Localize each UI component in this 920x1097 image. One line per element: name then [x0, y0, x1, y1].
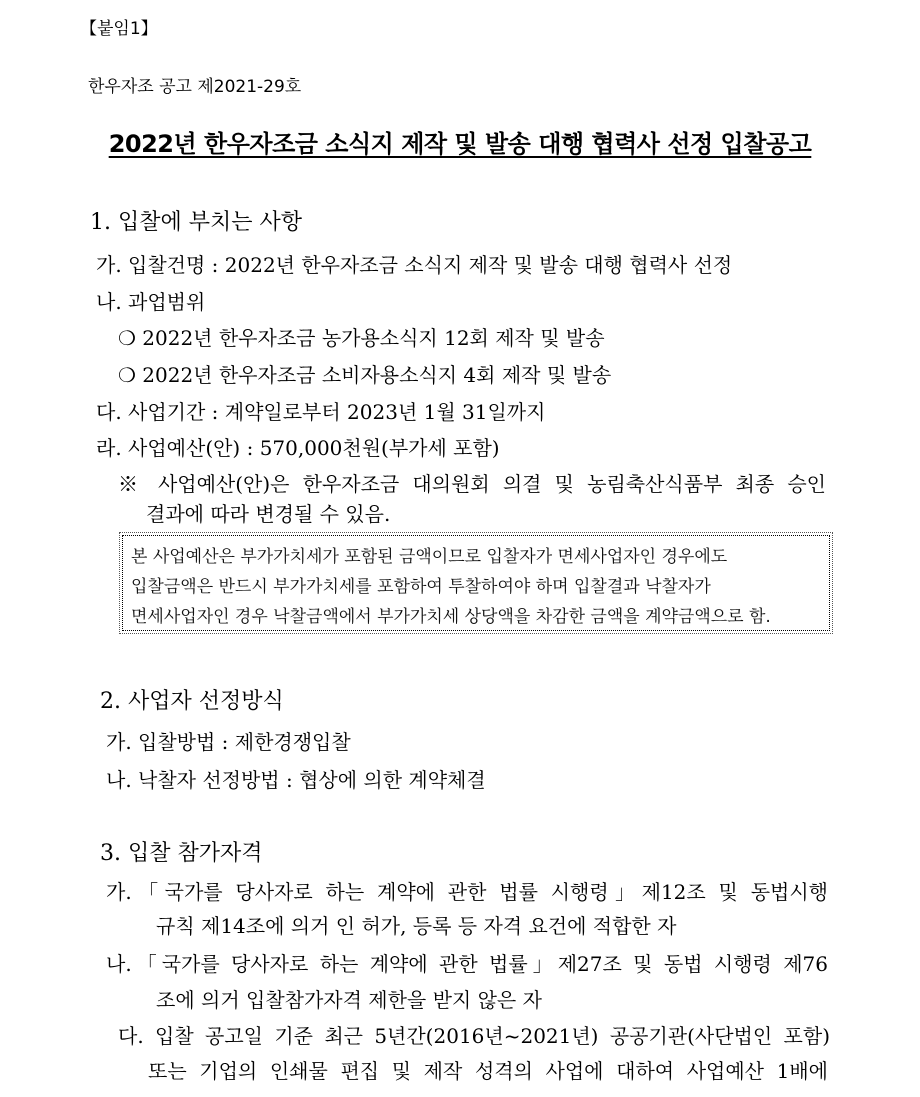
- page-title: [0, 124, 920, 159]
- notice-number: 한우자조 공고 제2021-29호: [88, 77, 302, 97]
- section2-heading: 2. 사업자 선정방식: [100, 689, 284, 714]
- section3-item-a-line1: 가.「국가를 당사자로 하는 계약에 관한 법률 시행령」제12조 및 동법시행: [106, 880, 828, 904]
- title-text: 2022년 한우자조금 소식지 제작 및 발송 대행 협력사 선정 입찰공고: [108, 130, 812, 158]
- section1-item-b: 나. 과업범위: [96, 290, 206, 314]
- budget-note-line2: 결과에 따라 변경될 수 있음.: [146, 502, 391, 526]
- attachment-label: 【붙임1】: [80, 19, 158, 39]
- vat-notice-box: [122, 535, 830, 631]
- section2-item-a: 가. 입찰방법 : 제한경쟁입찰: [106, 730, 351, 754]
- section3-item-b-line2: 조에 의거 입찰참가자격 제한을 받지 않은 자: [156, 988, 542, 1012]
- section2-item-b: 나. 낙찰자 선정방법 : 협상에 의한 계약체결: [106, 768, 486, 792]
- section1-item-d: 라. 사업예산(안) : 570,000천원(부가세 포함): [96, 436, 500, 460]
- scope-item: ❍ 2022년 한우자조금 소비자용소식지 4회 제작 및 발송: [118, 363, 612, 387]
- scope-item: ❍ 2022년 한우자조금 농가용소식지 12회 제작 및 발송: [118, 326, 605, 350]
- section3-item-a-line2: 규칙 제14조에 의거 인 허가, 등록 등 자격 요건에 적합한 자: [156, 914, 677, 938]
- section3-item-c-line2: 또는 기업의 인쇄물 편집 및 제작 성격의 사업에 대하여 사업예산 1배에: [148, 1059, 828, 1083]
- section3-item-c-line1: 다. 입찰 공고일 기준 최근 5년간(2016년~2021년) 공공기관(사단법인 포함): [118, 1024, 830, 1048]
- section1-item-a: 가. 입찰건명 : 2022년 한우자조금 소식지 제작 및 발송 대행 협력사 선정: [96, 253, 733, 277]
- vat-notice-line: 입찰금액은 반드시 부가가치세를 포함하여 투찰하여야 하며 입찰결과 낙찰자가: [131, 577, 711, 597]
- section3-heading: 3. 입찰 참가자격: [100, 841, 263, 866]
- budget-note-line1: ※ 사업예산(안)은 한우자조금 대의원회 의결 및 농림축산식품부 최종 승인: [118, 472, 826, 496]
- vat-notice-line: 본 사업예산은 부가가치세가 포함된 금액이므로 입찰자가 면세사업자인 경우에도: [131, 547, 728, 567]
- section1-heading: 1. 입찰에 부치는 사항: [90, 210, 302, 235]
- section1-item-c: 다. 사업기간 : 계약일로부터 2023년 1월 31일까지: [96, 400, 546, 424]
- vat-notice-line: 면세사업자인 경우 낙찰금액에서 부가가치세 상당액을 차감한 금액을 계약금액으로 함.: [131, 607, 771, 627]
- section3-item-b-line1: 나.「국가를 당사자로 하는 계약에 관한 법률」제27조 및 동법 시행령 제76: [106, 952, 828, 976]
